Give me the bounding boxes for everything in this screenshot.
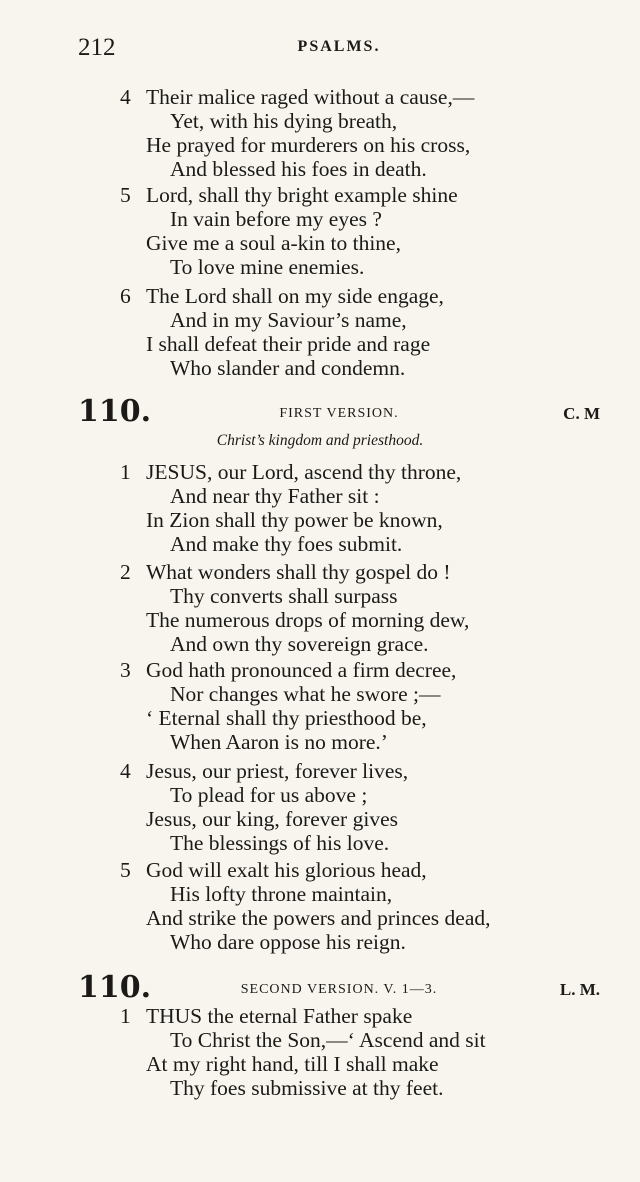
verse-line: And make thy foes submit. <box>170 532 403 556</box>
meter-label: C. M <box>563 404 600 423</box>
verse <box>120 1004 486 1100</box>
psalm-number: 110. <box>78 970 152 1005</box>
verse-line: 4 Jesus, our priest, forever lives, <box>120 759 409 783</box>
verse-line: To love mine enemies. <box>170 255 365 279</box>
verse-line: To Christ the Son,—‘ Ascend and sit <box>170 1028 486 1052</box>
verse-line: And near thy Father sit : <box>170 484 380 508</box>
verse-line: Yet, with his dying breath, <box>170 109 398 133</box>
verse-line: ‘ Eternal shall thy priesthood be, <box>146 706 427 730</box>
verse-line: 4 Their malice raged without a cause,— <box>120 85 475 109</box>
psalm-subtitle: Christ’s kingdom and priesthood. <box>216 432 424 449</box>
psalm-heading <box>78 394 600 434</box>
verse-line: When Aaron is no more.’ <box>170 730 388 754</box>
verse-number: 5 <box>120 858 131 882</box>
verse-line: 5 Lord, shall thy bright example shine <box>120 183 458 207</box>
page-header <box>78 34 600 68</box>
verse-line: The numerous drops of morning dew, <box>146 608 470 632</box>
verse-line: Who dare oppose his reign. <box>170 930 406 954</box>
verse <box>120 460 461 556</box>
verse-number: 4 <box>120 85 131 109</box>
verse-line: He prayed for murderers on his cross, <box>146 133 471 157</box>
verse <box>120 183 458 279</box>
verse-line: Give me a soul a-kin to thine, <box>146 231 401 255</box>
verse-number: 1 <box>120 460 131 484</box>
verse-line: And in my Saviour’s name, <box>170 308 407 332</box>
verse-line: 1 THUS the eternal Father spake <box>120 1004 413 1028</box>
verse-line: And own thy sovereign grace. <box>170 632 429 656</box>
verse-line: At my right hand, till I shall make <box>146 1052 439 1076</box>
verse-line: The blessings of his love. <box>170 831 390 855</box>
verse-line: Who slander and condemn. <box>170 356 406 380</box>
verse-number: 1 <box>120 1004 131 1028</box>
psalm-number: 110. <box>78 394 152 429</box>
verse-number: 6 <box>120 284 131 308</box>
verse-line: To plead for us above ; <box>170 783 368 807</box>
verse <box>120 858 491 954</box>
verse-line: Thy foes submissive at thy feet. <box>170 1076 444 1100</box>
version-label: SECOND VERSION. V. 1—3. <box>240 982 438 997</box>
version-label: FIRST VERSION. <box>279 406 399 421</box>
verse-number: 2 <box>120 560 131 584</box>
verse-line: In Zion shall thy power be known, <box>146 508 443 532</box>
verse <box>120 560 469 656</box>
verse-line: His lofty throne maintain, <box>170 882 393 906</box>
verse-line: And strike the powers and princes dead, <box>146 906 491 930</box>
verse-line: Nor changes what he swore ;— <box>170 682 441 706</box>
verse <box>120 759 408 855</box>
verse-line: 6 The Lord shall on my side engage, <box>120 284 444 308</box>
verse-line: 1 JESUS, our Lord, ascend thy throne, <box>120 460 462 484</box>
verse <box>120 658 456 754</box>
verse-line: And blessed his foes in death. <box>170 157 427 181</box>
verse-number: 3 <box>120 658 131 682</box>
verse-line: Jesus, our king, forever gives <box>146 807 398 831</box>
verse <box>120 284 444 380</box>
running-title: PSALMS. <box>297 38 381 55</box>
verse-line: 2 What wonders shall thy gospel do ! <box>120 560 451 584</box>
page-number: 212 <box>78 34 116 61</box>
verse-line: Thy converts shall surpass <box>170 584 398 608</box>
verse-line: 5 God will exalt his glorious head, <box>120 858 427 882</box>
meter-label: L. M. <box>559 980 600 999</box>
verse-line: In vain before my eyes ? <box>170 207 382 231</box>
verse-line: I shall defeat their pride and rage <box>146 332 431 356</box>
verse <box>120 85 474 181</box>
verse-number: 4 <box>120 759 131 783</box>
verse-number: 5 <box>120 183 131 207</box>
verse-line: 3 God hath pronounced a firm decree, <box>120 658 457 682</box>
